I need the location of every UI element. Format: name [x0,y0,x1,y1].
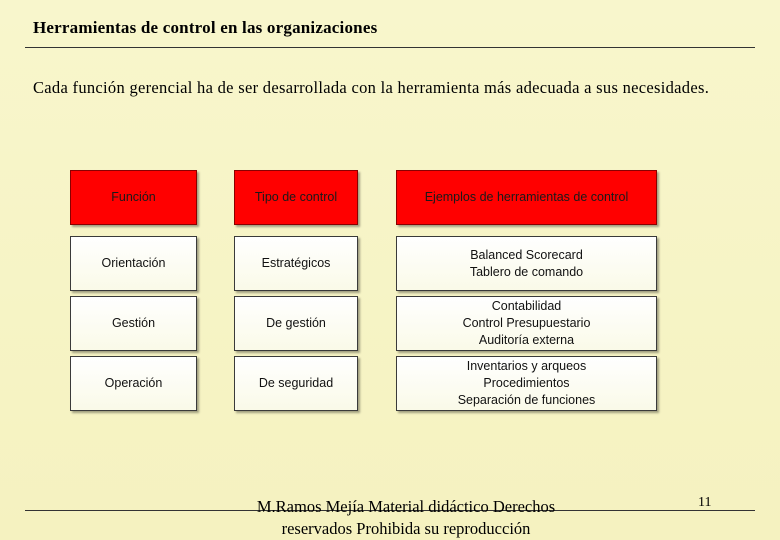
footer-credit: M.Ramos Mejía Material didáctico Derechos reservados Prohibida su reproducción [256,497,556,538]
slide-title: Herramientas de control en las organizaciones [33,18,378,37]
header-tipo-de-control: Tipo de control [234,170,358,225]
header-ejemplos: Ejemplos de herramientas de control [396,170,657,225]
cell-funcion-operacion: Operación [70,356,197,411]
cell-ejemplos-operacion: Inventarios y arqueos Procedimientos Separación de funciones [396,356,657,411]
cell-ejemplos-gestion: Contabilidad Control Presupuestario Auditoría externa [396,296,657,351]
intro-text: Cada función gerencial ha de ser desarrollada con la herramienta más adecuada a sus necesidades. [33,78,710,97]
cell-tipo-de-gestion: De gestión [234,296,358,351]
title-divider [25,47,755,48]
header-funcion: Función [70,170,197,225]
page-number: 11 [698,495,712,510]
cell-funcion-orientacion: Orientación [70,236,197,291]
cell-funcion-gestion: Gestión [70,296,197,351]
cell-tipo-de-seguridad: De seguridad [234,356,358,411]
cell-ejemplos-orientacion: Balanced Scorecard Tablero de comando [396,236,657,291]
cell-tipo-estrategicos: Estratégicos [234,236,358,291]
